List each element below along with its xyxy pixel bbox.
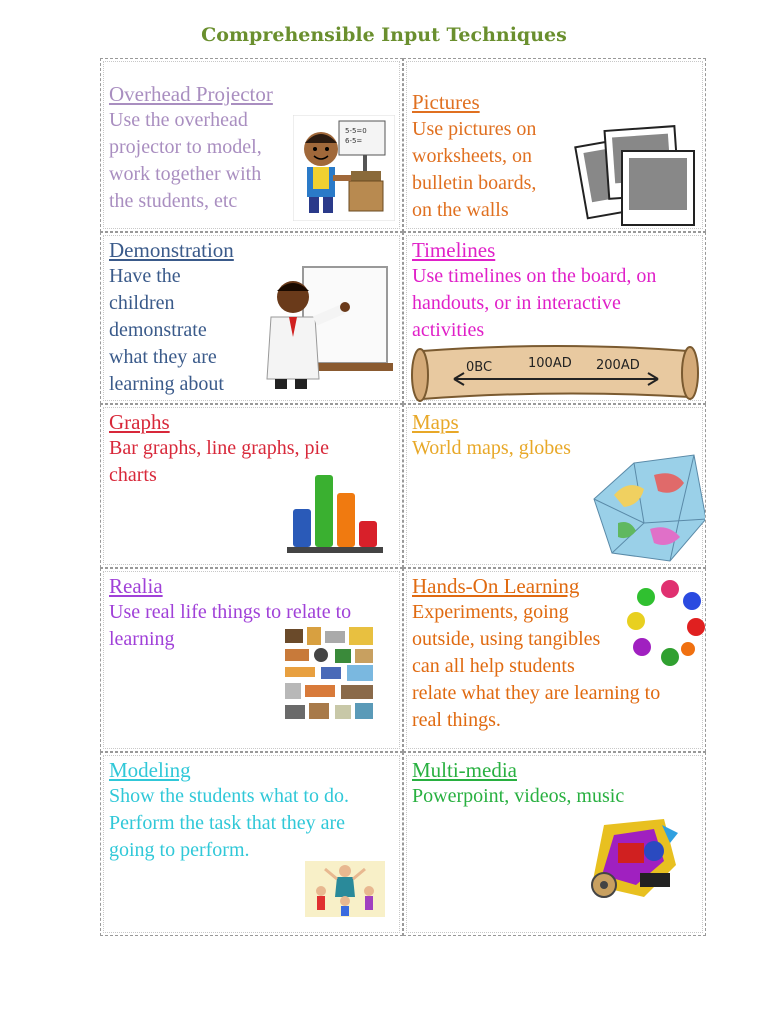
text-line: children [109, 292, 175, 314]
text-line: charts [109, 464, 157, 486]
card-heading: Demonstration [109, 238, 234, 262]
card-demonstration [100, 232, 403, 404]
card-modeling [100, 752, 403, 936]
timeline-label: 100AD [528, 356, 572, 371]
text-line: the students, etc [109, 190, 238, 212]
card-text [412, 263, 656, 344]
card-graphs [100, 404, 403, 568]
text-line: learning [109, 628, 175, 650]
text-line: Powerpoint, videos, music [412, 785, 625, 807]
text-line: going to perform. [109, 839, 250, 861]
text-line: real things. [412, 709, 501, 731]
text-line: Use timelines on the board, on [412, 265, 657, 287]
teacher-children-icon [305, 861, 385, 917]
card-text [109, 107, 262, 215]
card-maps [403, 404, 706, 568]
text-line: Perform the task that they are [109, 812, 346, 834]
text-line: work together with [109, 163, 262, 185]
text-line: Use real life things to relate to [109, 601, 352, 623]
text-line: bulletin boards, [412, 172, 537, 194]
card-text [412, 783, 624, 810]
card-heading: Overhead Projector [109, 82, 273, 106]
card-heading: Modeling [109, 758, 191, 782]
card-heading: Multi-media [412, 758, 517, 782]
text-line: demonstrate [109, 319, 207, 341]
text-line: activities [412, 319, 485, 341]
text-line: World maps, globes [412, 437, 571, 459]
bar-graph-icon [285, 471, 385, 557]
card-pictures [403, 58, 706, 232]
card-heading: Hands-On Learning [412, 574, 580, 598]
teacher-overhead-projector-icon [293, 115, 395, 221]
text-line: on the walls [412, 199, 509, 221]
timeline-label: 200AD [596, 358, 640, 373]
photo-frames-icon [574, 121, 698, 229]
text-line: Experiments, going [412, 601, 569, 623]
page-title: Comprehensible Input Techniques [201, 24, 567, 46]
folded-map-icon [584, 449, 706, 565]
card-heading: Maps [412, 410, 459, 434]
text-line: Use pictures on [412, 118, 537, 140]
card-heading: Pictures [412, 90, 480, 114]
card-heading: Realia [109, 574, 163, 598]
card-text [412, 435, 571, 462]
timeline-scroll-icon [408, 343, 700, 404]
card-realia [100, 568, 403, 752]
text-line: Use the overhead [109, 109, 248, 131]
card-text [412, 116, 536, 224]
presenter-whiteboard-icon [259, 263, 395, 393]
card-overhead-projector [100, 58, 403, 232]
text-line: Bar graphs, line graphs, pie [109, 437, 329, 459]
text-line: what they are [109, 346, 217, 368]
objects-collage-icon [281, 625, 377, 721]
text-line: Have the [109, 265, 181, 287]
timeline-label: 0BC [466, 360, 493, 375]
svg-text:5-5=0: 5-5=0 [345, 127, 367, 135]
techniques-grid [100, 58, 708, 922]
card-timelines [403, 232, 706, 404]
multimedia-collage-icon [584, 815, 684, 901]
card-text [109, 783, 349, 864]
text-line: handouts, or in interactive [412, 292, 621, 314]
card-multi-media [403, 752, 706, 936]
text-line: can all help students [412, 655, 575, 677]
text-line: outside, using tangibles [412, 628, 601, 650]
card-heading: Graphs [109, 410, 170, 434]
text-line: Show the students what to do. [109, 785, 349, 807]
card-text [109, 263, 224, 398]
text-line: relate what they are learning to [412, 682, 661, 704]
svg-text:6-5=: 6-5= [345, 137, 363, 145]
text-line: worksheets, on [412, 145, 532, 167]
handprints-circle-icon [624, 577, 706, 669]
text-line: projector to model, [109, 136, 262, 158]
text-line: learning about [109, 373, 224, 395]
card-hands-on-learning [403, 568, 706, 752]
card-heading: Timelines [412, 238, 496, 262]
card-text [412, 599, 660, 734]
